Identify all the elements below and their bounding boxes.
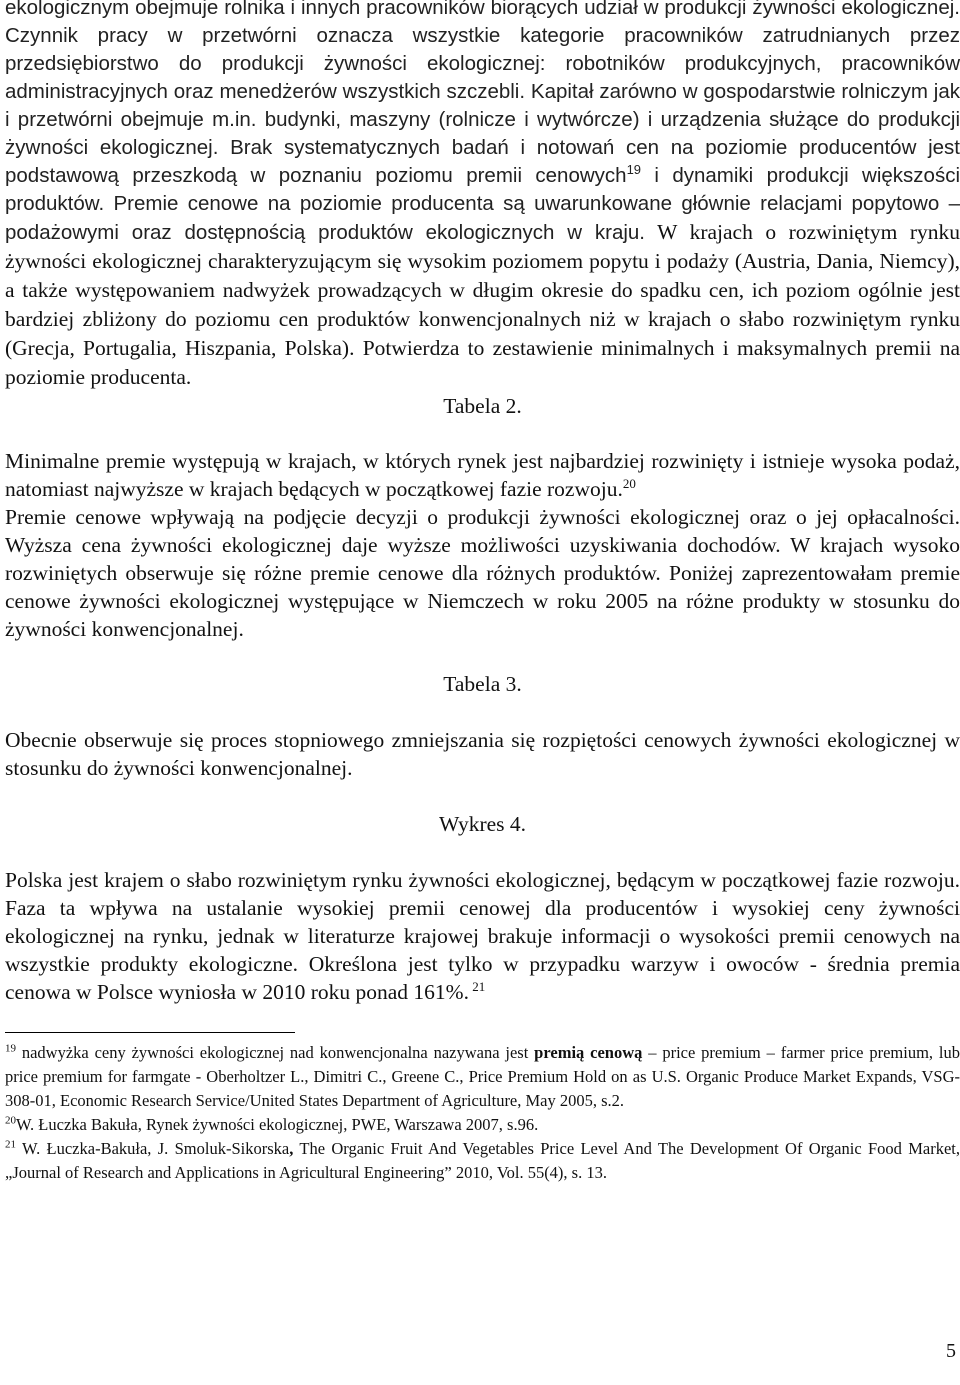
paragraph-text: W krajach o rozwiniętym rynku żywności ekologicznej charakteryzującym się wysokim poziomem popytu i podaży (Austria, Dania, Niemcy), a także występowaniem nadwyżek prowadzących w długim okresie do spadku cen, ich poziom ogólnie jest bardziej zbliżony do poziomu cen produktów konwencjonalnych niż w krajach o słabo rozwiniętym rynku (Grecja, Portugalia, Hiszpania, Polska). Potwierdza to zestawienie minimalnych i maksymalnych premii na poziomie producenta.: [5, 220, 960, 389]
paragraph-minimal-premiums: [5, 447, 960, 643]
footnote-text: nadwyżka ceny żywności ekologicznej nad konwencjonalna nazywana jest: [16, 1043, 535, 1062]
paragraph-text: Premie cenowe wpływają na podjęcie decyzji o produkcji żywności ekologicznej oraz o jej opłacalności. Wyższa cena żywności ekologicznej daje wyższe możliwości uzyskiwania dochodów. W krajach wysoko rozwiniętych obserwuje się różne premie cenowe dla różnych produktów. Poniżej zaprezentowałam premie cenowe żywności ekologicznej występujące w Niemczech w roku 2005 na różne produkty w stosunku do żywności konwencjonalnej.: [5, 505, 960, 641]
footnote-text: W. Łuczka Bakuła, Rynek żywności ekologicznej, PWE, Warszawa 2007, s.96.: [16, 1115, 539, 1134]
footnote-number: 20: [5, 1114, 16, 1127]
footnote-text: W. Łuczka-Bakuła, J. Smoluk-Sikorska: [16, 1139, 290, 1158]
paragraph-text: ekologicznym obejmuje rolnika i innych pracowników biorących udział w produkcji żywności ekologicznej. Czynnik pracy w przetwórni oznacza wszystkie kategorie pracowników zatrudnianych przez przedsiębiorstwo do produkcji żywności ekologicznej: robotników produkcyjnych, pracowników administracyjnych oraz menedżerów wszystkich szczebli. Kapitał zarówno w gospodarstwie rolniczym jak i przetwórni obejmuje m.in. budynki, maszyny (rolnicze i wytwórcze) i urządzenia służące do produkcji żywności ekologicznej. Brak systematycznych badań i notowań cen na poziomie producentów jest podstawową przeszkodą w poznaniu poziomu premii cenowych: [5, 0, 960, 187]
footnote-ref-19[interactable]: 19: [626, 162, 642, 178]
footnote-20: [5, 1113, 960, 1137]
footnote-text: – price premium – farmer price premium, lub price premium for farmgate - Oberholtzer L., Dimitri C., Greene C., Price Premium Hold on as U.S. Organic Produce Market Expands, VSG-308-01, Economic Research Service/United States Department of Agriculture, May 2005, s.2.: [5, 1043, 960, 1110]
footnote-21: [5, 1137, 960, 1185]
footnote-text: The Organic Fruit And Vegetables Price Level And The Development Of Organic Food Market, „Journal of Research and Applications in Agricultural Engineering” 2010, Vol. 55(4), s. 13.: [5, 1139, 960, 1182]
paragraph-text: i dynamiki produkcji większości produktów. Premie cenowe na poziomie producenta są uwarunkowane głównie relacjami popytowo – podażowymi oraz dostępnością produktów ekologicznych w kraju.: [5, 164, 960, 244]
table-3-caption: Tabela 3.: [443, 672, 522, 696]
paragraph-poland-market: [5, 866, 960, 1006]
document-page: [5, 0, 960, 1185]
footnote-bold-term: ,: [289, 1139, 294, 1158]
paragraph-text: Minimalne premie występują w krajach, w których rynek jest najbardziej rozwinięty i istnieje wysoka podaż, natomiast najwyższe w krajach będących w początkowej fazie rozwoju.: [5, 449, 960, 501]
footnote-ref-20[interactable]: 20: [622, 475, 636, 491]
footnote-ref-21[interactable]: 21: [468, 978, 486, 994]
chart-4-caption: Wykres 4.: [438, 812, 527, 836]
footnote-19: [5, 1041, 960, 1113]
footnote-number: 19: [5, 1042, 16, 1055]
table-2-caption: Tabela 2.: [443, 394, 522, 418]
paragraph-text: Polska jest krajem o słabo rozwiniętym rynku żywności ekologicznej, będącym w początkowej fazie rozwoju. Faza ta wpływa na ustalanie wysokiej premii cenowej dla producentów i wysokiej ceny żywności ekologicznej na rynku, jednak w literaturze krajowej brakuje informacji o wysokości premii cenowych na wszystkie produkty ekologiczne. Określona jest tylko w przypadku warzyw i owoców - średnia premia cenowa w Polsce wyniosła w 2010 roku ponad 161%.: [5, 868, 960, 1004]
page-number: 5: [946, 1340, 956, 1362]
footnote-number: 21: [5, 1138, 16, 1151]
paragraph-production-factors: [5, 0, 960, 392]
footnote-bold-term: premią cenową: [534, 1043, 643, 1062]
paragraph-price-spread: Obecnie obserwuje się proces stopniowego zmniejszania się rozpiętości cenowych żywności ekologicznej w stosunku do żywności konwencjonalnej.: [5, 728, 960, 780]
footnote-separator: [5, 1032, 295, 1033]
